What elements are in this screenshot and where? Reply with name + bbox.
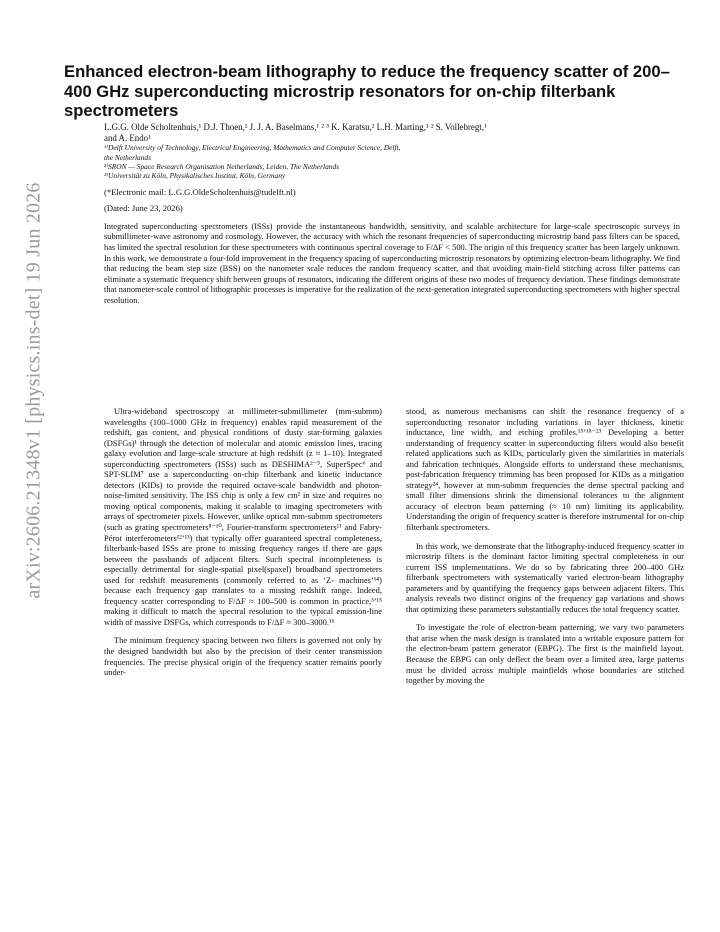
body-paragraph: stood, as numerous mechanisms can shift the resonance frequency of a superconducting resonator including variations in layer thickness, kinetic inductance, line width, and etching profiles.¹⁵ʼ¹⁸⁻²³ Developing a better understanding of frequency scatter in superconducting filters would also benefit related applications such as KIDs, particularly given the similarities in materials and fabrication techniques. Alongside efforts to understand these mechanisms, post-fabrication frequency trimming has been proposed for KIDs as a mitigation strategy²⁴, however at mm-submm frequencies the dense spectral packing and small filter dimensions shrink the dimensional tolerances to the alignment accuracy of electron beam patterning (≈ 10 nm) limiting its applicability. Understanding the origin of frequency scatter is therefore instrumental for on-chip filterbank spectrometers.	[406, 406, 684, 533]
date-line: (Dated: June 23, 2026)	[104, 203, 183, 214]
body-paragraph: In this work, we demonstrate that the lithography-induced frequency scatter in microstrip filters is the dominant factor limiting spectral completeness in our current ISS implementations. We do so by fabricating three 200–400 GHz filterbank spectrometers with systematically varied electron-beam lithography parameters and by quantifying the frequency gaps between adjacent filters. This analysis reveals two distinct origins of the frequency gap variations and shows that optimizing these parameters substantially reduces the total frequency scatter.	[406, 540, 684, 614]
authors-line-2: and A. Endo¹	[104, 132, 151, 143]
author-list	[104, 122, 684, 143]
left-column	[104, 406, 382, 686]
right-column	[406, 406, 684, 686]
arxiv-sidebar	[10, 110, 58, 670]
body-paragraph: Ultra-wideband spectroscopy at millimeter-submillimeter (mm-submm) wavelengths (100–1000 GHz in frequency) enables rapid measurement of the redshift, gas content, and physical conditions of dusty star-forming galaxies (DSFGs)¹ through the detection of molecular and atomic emission lines, tracing galaxy evolution and large-scale structure at high redshift (z ≈ 1–10). Integrated superconducting spectrometers (ISSs) such as DESHIMA²⁻⁵, SuperSpec⁶ and SPT-SLIM⁷ use a superconducting on-chip filterbank and kinetic inductance detectors (KIDs) to provide the required octave-scale bandwidth and photon-noise-limited sensitivity. The ISS chip is only a few cm² in size and requires no moving optical components, making it scalable to imaging spectrometers with arrays of spectrometer pixels. However, unlike optical mm-submm spectrometers (such as grating spectrometers⁸⁻¹⁰, Fourier-transform spectrometers¹¹ and Fabry-Pérot interferometers¹²ʼ¹³) that typically offer guaranteed spectral completeness, filterbank-based ISSs are prone to missing frequency ranges if there are gaps between the passbands of adjacent filters. Such spectral incompleteness is especially detrimental for single-spatial pixel(spaxel) broadband spectrometers used for redshift measurements (commonly referred to as ‘Z- machines’¹⁴) because each frequency gap translates to a missing redshift range. Indeed, frequency scatter corresponding to F/ΔF ≈ 100–500 is common in practice,³ʼ¹⁵ making it difficult to match the spectral resolution to the typical emission-line width of massive DSFGs, which corresponds to F/ΔF ≈ 300–3000.¹⁶	[104, 406, 382, 627]
authors-line-1: L.G.G. Olde Scholtenhuis,¹ D.J. Thoen,² J. J. A. Baselmans,¹ ² ³ K. Karatsu,² L.H. Marting,¹ ² S. Vollebregt,¹	[104, 122, 487, 132]
body-paragraph: The minimum frequency spacing between two filters is governed not only by the designed bandwidth but also by the precision of their center transmission frequencies. The precise physical origin of the frequency scatter remains poorly under-	[104, 635, 382, 678]
affiliation-line: ³⁾Universität zu Köln, Physikalisches Institut, Köln, Germany	[104, 171, 286, 181]
body-columns	[104, 406, 684, 686]
front-matter	[104, 122, 684, 307]
contact-email: (*Electronic mail: L.G.G.OldeScholtenhuis@tudelft.nl)	[104, 186, 296, 197]
affiliation-line: the Netherlands	[104, 152, 152, 162]
affiliation-line: ¹⁾Delft University of Technology, Electrical Engineering, Mathematics and Computer Science, Delft,	[104, 143, 401, 153]
affiliation-line: ²⁾SRON — Space Research Organisation Netherlands, Leiden, The Netherlands	[104, 162, 340, 171]
abstract: Integrated superconducting spectrometers (ISSs) provide the instantaneous bandwidth, sensitivity, and scalable architecture for large-scale spectroscopic surveys in submillimeter-wave astronomy and cosmology. However, the accuracy with which the resonant frequencies of superconducting microstrip band pass filters can be spaced, has limited the spectral resolution for these spectrometers with continuous spectral coverage to F/ΔF < 500. The origin of this frequency scatter has been largely unknown. In this work, we demonstrate a four-fold improvement in the frequency spacing of superconducting microstrip resonators by optimizing electron-beam lithography. We find that reducing the beam step size (BSS) on the nanometer scale reduces the random frequency scatter, and that avoiding main-field stitching across filter patterns can eliminate a systematic frequency shift between groups of resonators, indicating the different origins of these two modes of frequency deviation. These findings demonstrate that nanometer-scale control of lithographic processes is imperative for the realization of the next-generation integrated superconducting spectrometers with higher spectral resolution.	[104, 221, 680, 305]
paper-title: Enhanced electron-beam lithography to reduce the frequency scatter of 200–400 GHz superconducting microstrip resonators for on-chip filterbank spectrometers	[64, 62, 670, 120]
arxiv-identifier: arXiv:2606.21348v1 [physics.ins-det] 19 Jun 2026	[22, 181, 45, 599]
body-paragraph: To investigate the role of electron-beam patterning, we vary two parameters that arise when the mask design is translated into a writable exposure pattern for the electron-beam pattern generator (EBPG). The first is the mainfield layout. Because the EBPG can only deflect the beam over a limited area, large patterns must be divided across multiple mainfields whose boundaries are stitched together by moving the	[406, 622, 684, 686]
affiliations	[104, 143, 684, 181]
